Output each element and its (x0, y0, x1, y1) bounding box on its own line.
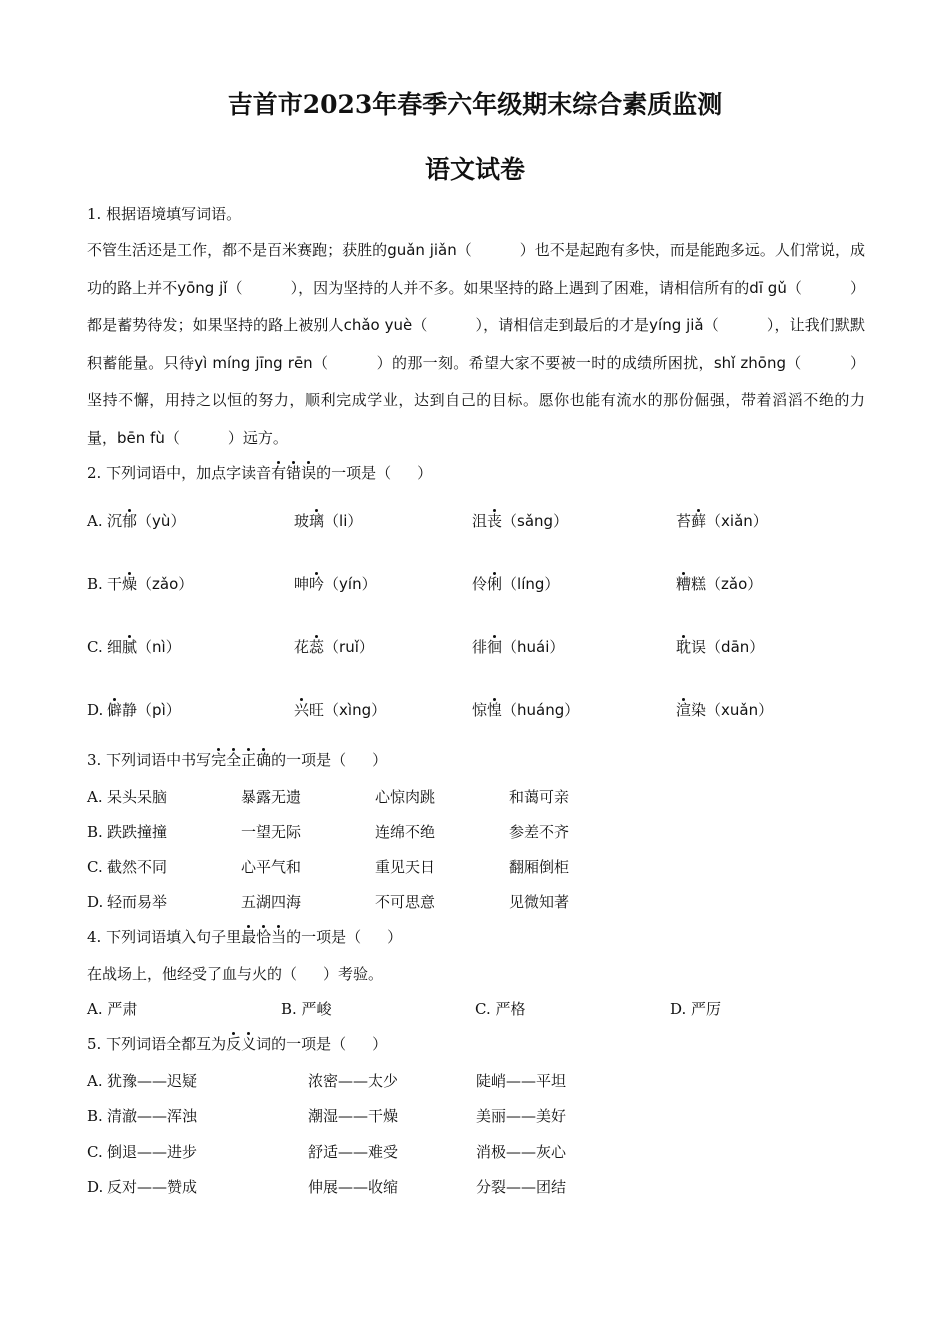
word-with-pinyin: 惊惶（huáng） (472, 701, 580, 719)
pinyin: sǎng (517, 512, 554, 530)
word-with-pinyin: 玻璃（li） (294, 512, 363, 530)
word-pair: 美丽——美好 (476, 1107, 567, 1125)
paragraph-text: （ (227, 278, 243, 297)
idiom: 心惊肉跳 (375, 788, 436, 806)
pinyin: nì (152, 638, 166, 656)
word-char: 玻 (294, 512, 310, 530)
option[interactable]: B. 严峻 (281, 1000, 332, 1018)
word-pair: 清澈——浑浊 (107, 1107, 198, 1125)
option-label: C. (87, 858, 103, 876)
idiom: 连绵不绝 (375, 823, 436, 841)
paragraph-text: ）坚持不懈，用持之以恒的努力，顺利完成学业，达到自己的目标。愿你也能有流水的那份倔强，带着滔滔不绝的力量， (87, 353, 865, 447)
dotted-char: 腻 (122, 638, 138, 656)
pinyin: zǎo (721, 575, 748, 593)
dotted-char: 蕊 (309, 638, 325, 656)
word-char: 惊 (472, 701, 488, 719)
word-with-pinyin: 苔藓（xiǎn） (676, 512, 768, 530)
idiom: 重见天日 (375, 858, 436, 876)
word-pair: 陡峭——平坦 (476, 1072, 567, 1090)
dotted-char: 惶 (487, 701, 503, 719)
word-pair: 消极——灰心 (476, 1143, 567, 1161)
option-label: A. (87, 512, 103, 530)
idiom: 跌跌撞撞 (107, 823, 168, 841)
idiom: 心平气和 (241, 858, 302, 876)
paragraph-text: （ (164, 428, 180, 447)
option-label: D. (87, 893, 104, 911)
pinyin: xiǎn (721, 512, 753, 530)
option-label: B. (87, 823, 103, 841)
pinyin: huái (517, 638, 550, 656)
pinyin: yù (152, 512, 171, 530)
word-char: 染 (691, 701, 707, 719)
option-label: D. (87, 701, 104, 719)
idiom: 和蔼可亲 (509, 788, 570, 806)
paragraph-text: ）也不是起跑有多快，而是能跑多远。人们常说，成功的路上并不 (87, 241, 865, 297)
word-char: 细 (107, 638, 123, 656)
idiom: 截然不同 (107, 858, 168, 876)
q3-stem: 3. 下列词语中书写完全正确的一项是（ ） (87, 751, 388, 769)
pinyin-prompt: dī gǔ (749, 278, 787, 297)
exam-title: 吉首市2023年春季六年级期末综合素质监测 (227, 90, 723, 119)
option[interactable]: C. 严格 (475, 1000, 526, 1018)
idiom: 轻而易举 (107, 893, 168, 911)
dotted-char: 俐 (487, 575, 503, 593)
paragraph-text: （ (703, 316, 719, 334)
dotted-char: 耽 (676, 638, 692, 656)
pinyin: li (339, 512, 348, 530)
word-pair: 反对——赞成 (107, 1178, 198, 1196)
word-char: 沮 (472, 512, 488, 530)
word-pair: 犹豫——迟疑 (107, 1072, 198, 1090)
pinyin: huáng (517, 701, 565, 719)
dotted-char: 藓 (691, 512, 707, 530)
pinyin: yín (339, 575, 362, 593)
word-with-pinyin: 伶俐（líng） (472, 575, 560, 593)
word-pair: 伸展——收缩 (308, 1178, 399, 1196)
pinyin: xuǎn (721, 701, 759, 719)
word-pair: 倒退——进步 (107, 1143, 198, 1161)
paragraph-text: ）的那一刻。希望大家不要被一时的成绩所困扰， (376, 353, 714, 372)
option-label: C. (87, 1143, 103, 1161)
word-char: 干 (107, 575, 123, 593)
paragraph-text: ），让我们默默积蓄能量。只待 (87, 316, 865, 372)
word-pair: 分裂——团结 (476, 1178, 567, 1196)
q1-paragraph (87, 232, 865, 457)
pinyin: líng (517, 575, 545, 593)
word-with-pinyin: 徘徊（huái） (472, 638, 565, 656)
q4-sentence: 在战场上，他经受了血与火的（ ）考验。 (87, 965, 384, 983)
option-label: C. (87, 638, 103, 656)
idiom: 一望无际 (241, 823, 302, 841)
pinyin-prompt: yōng jǐ (177, 278, 228, 297)
option-label: B. (87, 575, 103, 593)
dotted-char: 燥 (122, 575, 138, 593)
word-with-pinyin: 糟糕（zǎo） (676, 575, 763, 593)
option-label: B. (87, 1107, 103, 1125)
paragraph-text: ）远方。 (227, 428, 288, 447)
dotted-char: 糟 (676, 575, 692, 593)
paragraph-text: （ (412, 316, 428, 334)
word-pair: 浓密——太少 (308, 1072, 399, 1090)
word-char: 旺 (309, 701, 325, 719)
idiom: 见微知著 (509, 893, 570, 911)
dotted-char: 徊 (487, 638, 503, 656)
pinyin-prompt: bēn fù (117, 428, 165, 447)
pinyin-prompt: guǎn jiǎn (387, 241, 457, 259)
paragraph-text: （ (456, 241, 472, 259)
q1-stem: 1. 根据语境填写词语。 (87, 205, 242, 223)
word-char: 花 (294, 638, 310, 656)
idiom: 翻厢倒柜 (509, 858, 570, 876)
word-char: 误 (691, 638, 707, 656)
word-with-pinyin: 细腻（nì） (107, 638, 181, 656)
paragraph-text: 不管生活还是工作，都不是百米赛跑；获胜的 (87, 241, 388, 259)
dotted-char: 郁 (122, 512, 138, 530)
word-with-pinyin: 耽误（dān） (676, 638, 765, 656)
pinyin-prompt: yì míng jīng rēn (194, 353, 313, 372)
idiom: 暴露无遗 (241, 788, 302, 806)
pinyin: ruǐ (339, 638, 359, 656)
word-with-pinyin: 沉郁（yù） (107, 512, 186, 530)
word-char: 呻 (294, 575, 310, 593)
paragraph-text: （ (785, 353, 802, 372)
word-with-pinyin: 僻静（pì） (107, 701, 181, 719)
pinyin: dān (721, 638, 750, 656)
word-pair: 舒适——难受 (308, 1143, 399, 1161)
dotted-char: 僻 (107, 701, 123, 719)
q4-stem: 4. 下列词语填入句子里最恰当的一项是（ ） (87, 928, 403, 946)
word-char: 伶 (472, 575, 488, 593)
q2-stem: 2. 下列词语中，加点字读音有错误的一项是（ ） (87, 464, 433, 482)
exam-subtitle: 语文试卷 (424, 155, 525, 184)
idiom: 不可思意 (375, 893, 436, 911)
word-with-pinyin: 干燥（zǎo） (107, 575, 194, 593)
dotted-char: 璃 (309, 512, 325, 530)
word-pair: 潮湿——干燥 (308, 1107, 399, 1125)
option-label: A. (87, 788, 103, 806)
paragraph-text: （ (786, 278, 802, 297)
idiom: 五湖四海 (241, 893, 302, 911)
word-with-pinyin: 呻吟（yín） (294, 575, 377, 593)
word-with-pinyin: 兴旺（xìng） (294, 701, 387, 719)
word-char: 静 (122, 701, 138, 719)
dotted-char: 兴 (294, 701, 310, 719)
pinyin: xìng (339, 701, 372, 719)
dotted-char: 吟 (309, 575, 325, 593)
idiom: 呆头呆脑 (107, 788, 168, 806)
word-char: 苔 (676, 512, 692, 530)
word-with-pinyin: 花蕊（ruǐ） (294, 638, 374, 656)
word-char: 糕 (691, 575, 707, 593)
option[interactable]: D. 严厉 (670, 1000, 722, 1018)
paragraph-text: ），请相信走到最后的才是 (475, 316, 650, 334)
word-char: 徘 (472, 638, 488, 656)
paragraph-text: （ (312, 353, 329, 372)
option[interactable]: A. 严肃 (87, 1000, 138, 1018)
paragraph-text: ），因为坚持的人并不多。如果坚持的路上遇到了困难，请相信所有的 (290, 278, 750, 297)
option-label: A. (87, 1072, 103, 1090)
pinyin-prompt: chǎo yuè (343, 316, 413, 334)
q5-stem: 5. 下列词语全都互为反义词的一项是（ ） (87, 1035, 388, 1053)
word-char: 沉 (107, 512, 123, 530)
pinyin: pì (152, 701, 166, 719)
paragraph-text: ）都是蓄势待发；如果坚持的路上被别人 (87, 278, 865, 334)
pinyin-prompt: shǐ zhōng (713, 353, 786, 372)
idiom: 参差不齐 (509, 823, 570, 841)
pinyin-prompt: yíng jiǎ (649, 316, 704, 334)
option-label: D. (87, 1178, 104, 1196)
word-with-pinyin: 沮丧（sǎng） (472, 512, 569, 530)
pinyin: zǎo (152, 575, 179, 593)
dotted-char: 渲 (676, 701, 692, 719)
word-with-pinyin: 渲染（xuǎn） (676, 701, 774, 719)
dotted-char: 丧 (487, 512, 503, 530)
